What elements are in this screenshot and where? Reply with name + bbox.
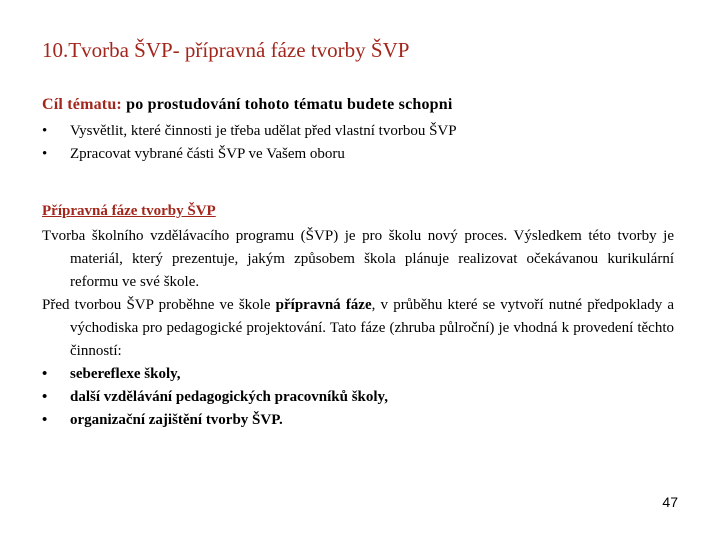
activity-1: sebereflexe školy, — [70, 366, 181, 382]
section-heading: Přípravná fáze tvorby ŠVP — [42, 203, 216, 219]
bullet: • — [42, 123, 48, 139]
goal-item-2: Zpracovat vybrané části ŠVP ve Vašem oboru — [70, 146, 345, 162]
activity-list — [42, 363, 674, 432]
bullet: • — [42, 366, 48, 382]
bullet: • — [42, 389, 48, 405]
paragraph-1: Tvorba školního vzdělávacího programu (ŠVP) je pro školu nový proces. Výsledkem této tvorby je materiál, který prezentuje, jakým způsobem škola plánuje realizovat očekávanou kurikulární reformu ve své škole. — [42, 228, 674, 290]
section-body — [42, 225, 674, 432]
list-item — [42, 409, 674, 432]
bullet: • — [42, 412, 48, 428]
paragraph-2 — [42, 294, 674, 363]
activity-3: organizační zajištění tvorby ŠVP. — [70, 412, 283, 428]
slide-title: 10.Tvorba ŠVP- přípravná fáze tvorby ŠVP — [42, 38, 410, 62]
goal-text: po prostudování tohoto tématu budete schopni — [121, 96, 453, 113]
goal-label: Cíl tématu: — [42, 96, 122, 113]
activity-2: další vzdělávání pedagogických pracovníků školy, — [70, 389, 388, 405]
list-item — [42, 386, 674, 409]
page-number: 47 — [662, 494, 678, 510]
goal-item-1: Vysvětlit, které činnosti je třeba udělat před vlastní tvorbou ŠVP — [70, 123, 457, 139]
goal-heading — [42, 94, 682, 116]
paragraph-2-emphasis: přípravná fáze — [275, 297, 372, 313]
list-item — [42, 143, 682, 166]
paragraph-2-start: Před tvorbou ŠVP proběhne ve škole — [42, 297, 276, 313]
bullet: • — [42, 146, 48, 162]
list-item — [42, 363, 674, 386]
list-item — [42, 120, 682, 143]
paragraph-2-end: , v průběhu které se vytvoří nutné předpoklady a východiska pro pedagogické projektování. Tato fáze (zhruba půlroční) je vhodná k provedení těchto činností: — [70, 297, 675, 359]
goal-list — [42, 120, 682, 166]
